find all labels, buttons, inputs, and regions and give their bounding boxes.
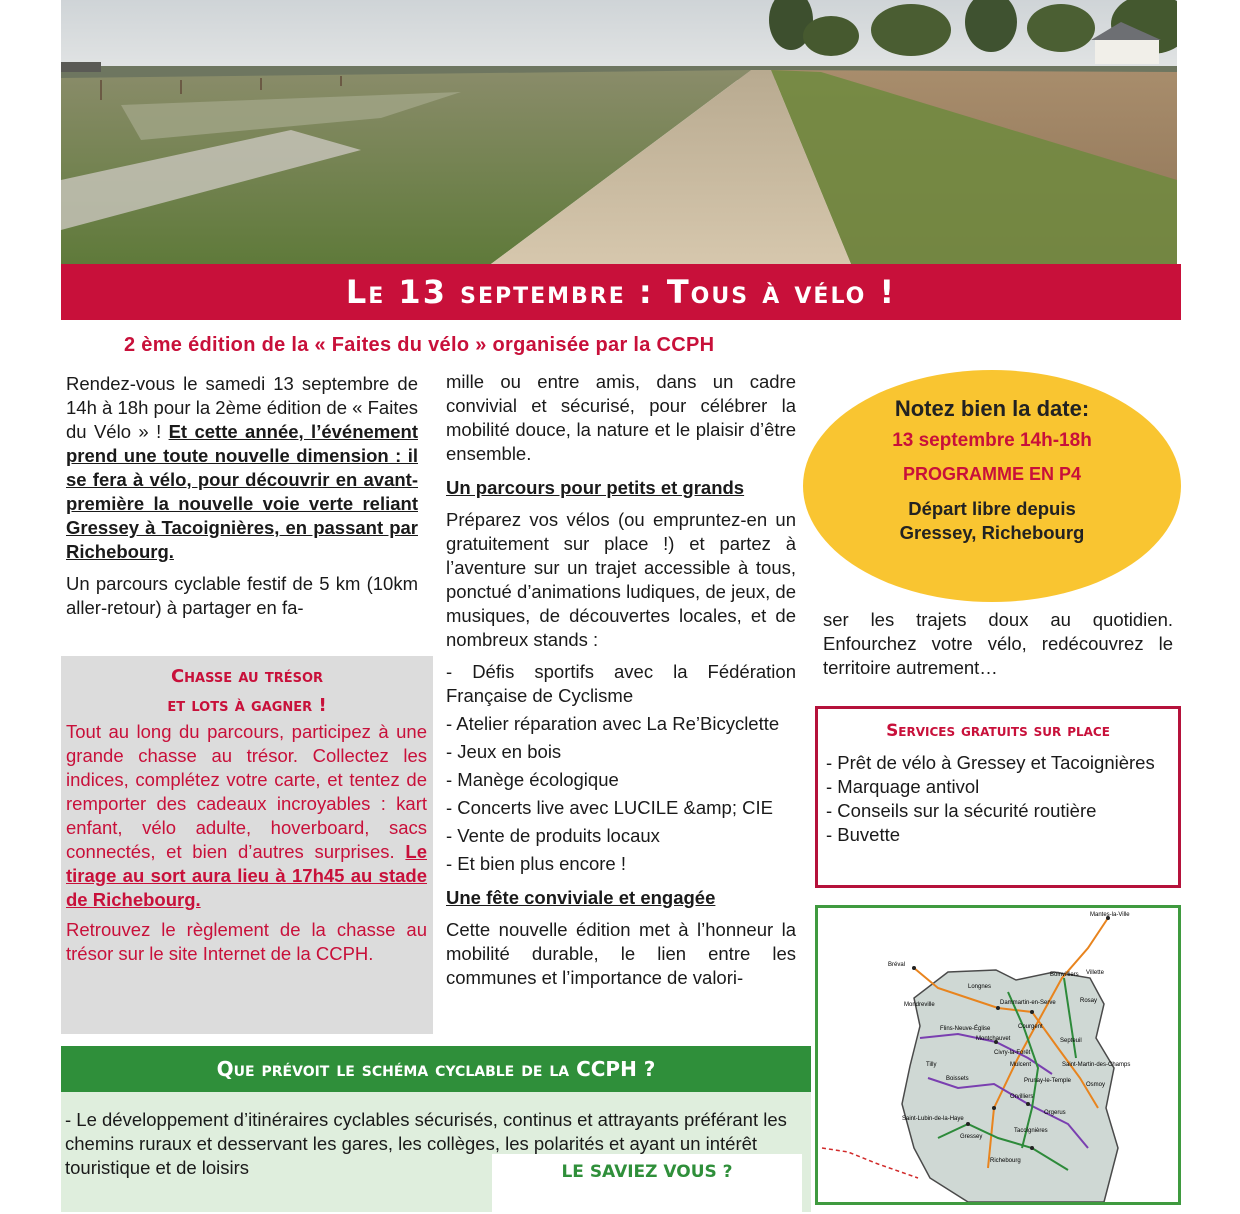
- map-label: Dammartin-en-Serve: [1000, 1000, 1056, 1006]
- map-label: Septeuil: [1060, 1038, 1082, 1044]
- map-label: Bréval: [888, 962, 906, 968]
- map-label: Flins-Neuve-Église: [940, 1026, 991, 1032]
- intro-highlight: Et cette année, l’événement prend une toute nouvelle dimension : il se fera à vélo, pour découvrir en avant-première la nouvelle voie verte reliant Gressey à Tacoignières, en passant par Richebourg.: [66, 421, 418, 562]
- services-list: [818, 741, 1178, 847]
- subtitle: 2 ème édition de la « Faites du vélo » organisée par la CCPH: [124, 334, 715, 356]
- map-label: Civry-la-Forêt: [994, 1050, 1031, 1056]
- list-item: - Vente de produits locaux: [446, 825, 660, 846]
- schema-text: - Le développement d’itinéraires cyclables sécurisés, continus et attrayants préférant les chemins ruraux et desservant les gares, les collèges, les polarités et ayant un intérêt touristique et de loisirs: [65, 1109, 787, 1178]
- map-label: Orvilliers: [1010, 1094, 1034, 1100]
- did-you-know-title: LE SAVIEZ VOUS ?: [561, 1162, 733, 1182]
- territory-map: [818, 908, 1178, 1202]
- map-label: Mulcent: [1010, 1062, 1032, 1068]
- map-label: Mantes-la-Ville: [1090, 912, 1130, 918]
- column-1: [66, 372, 418, 628]
- list-item: - Jeux en bois: [446, 741, 562, 762]
- greenway-photo: [61, 0, 1177, 264]
- map-label: Longnes: [968, 984, 992, 990]
- intro-text: Rendez-vous le samedi 13 septembre de 14h à 18h pour la 2ème édition de « Faites du Vélo » !: [66, 373, 418, 442]
- hero-photo: [61, 0, 1177, 264]
- map-label: Richebourg: [990, 1158, 1021, 1164]
- map-label: Villette: [1086, 970, 1104, 976]
- map-label: Orgerus: [1044, 1110, 1066, 1116]
- main-title-banner: Le 13 septembre : Tous à vélo !: [61, 264, 1181, 320]
- map-label: Boinvilliers: [1050, 972, 1079, 978]
- column-3: [823, 608, 1173, 688]
- map-label: Rosay: [1080, 998, 1098, 1004]
- treasure-title: [61, 662, 433, 720]
- list-item: - Manège écologique: [446, 769, 619, 790]
- map-label: Osmoy: [1086, 1082, 1106, 1088]
- list-item: - Prêt de vélo à Gressey et Tacoignières: [826, 752, 1155, 773]
- free-services-box: [815, 706, 1181, 888]
- col2-paragraph-3: Cette nouvelle édition met à l’honneur la mobilité durable, le lien entre les communes et l’importance de valori-: [446, 919, 796, 988]
- treasure-rules: Retrouvez le règlement de la chasse au trésor sur le site Internet de la CCPH.: [66, 919, 427, 964]
- list-item: - Buvette: [826, 824, 901, 845]
- map-label: Mondreville: [904, 1002, 935, 1008]
- treasure-draw-info: Le tirage au sort aura lieu à 17h45 au stade de Richebourg.: [66, 841, 427, 910]
- treasure-title-line1: Chasse au trésor: [170, 666, 324, 687]
- map-label: Tilly: [926, 1062, 937, 1068]
- cycling-map: [815, 905, 1181, 1205]
- intro-paragraph: [66, 372, 418, 564]
- column-2: [446, 370, 796, 998]
- date-callout-date: 13 septembre 14h-18h: [892, 430, 1092, 451]
- date-callout-departure: [803, 497, 1181, 545]
- heading-parcours: Un parcours pour petits et grands: [446, 477, 745, 498]
- list-item: - Et bien plus encore !: [446, 853, 626, 874]
- col3-paragraph: ser les trajets doux au quotidien. Enfourchez votre vélo, redécouvrez le territoire autrement…: [823, 609, 1173, 678]
- treasure-title-line2: et lots à gagner !: [167, 695, 327, 716]
- col2-paragraph-2: Préparez vos vélos (ou empruntez-en un gratuitement sur place !) et partez à l’aventure sur un trajet accessible à tous, ponctué d’animations ludiques, de jeux, de musiques, de découvertes locales, et de nombreux stands :: [446, 509, 796, 650]
- heading-fete: Une fête conviviale et engagée: [446, 887, 716, 908]
- schema-title-bar: Que prévoit le schéma cyclable de la CCPH ?: [61, 1046, 811, 1092]
- map-label: Prunay-le-Temple: [1024, 1078, 1072, 1084]
- map-label: Tacoignières: [1014, 1128, 1048, 1134]
- map-label: Montchauvet: [976, 1036, 1011, 1042]
- departure-line-1: Départ libre depuis: [908, 498, 1076, 519]
- list-item: - Atelier réparation avec La Re’Bicyclette: [446, 713, 780, 734]
- date-callout-circle: [803, 370, 1181, 602]
- map-label: Saint-Lubin-de-la-Haye: [902, 1116, 964, 1122]
- treasure-body: [61, 720, 433, 966]
- did-you-know-box: [492, 1154, 802, 1214]
- col2-paragraph-1: mille ou entre amis, dans un cadre convivial et sécurisé, pour célébrer la mobilité douce, la nature et le plaisir d’être ensemble.: [446, 371, 796, 464]
- services-title: Services gratuits sur place: [886, 721, 1110, 741]
- map-label: Gressey: [960, 1134, 983, 1140]
- map-label: Courgent: [1018, 1024, 1043, 1030]
- list-item: - Marquage antivol: [826, 776, 980, 797]
- route-paragraph: Un parcours cyclable festif de 5 km (10km aller-retour) à partager en fa-: [66, 573, 418, 618]
- treasure-hunt-box: [61, 656, 433, 1034]
- map-label: Saint-Martin-des-Champs: [1062, 1062, 1131, 1068]
- map-label: Boissets: [946, 1076, 969, 1082]
- list-item: - Concerts live avec LUCILE &amp; CIE: [446, 797, 773, 818]
- activity-list: [446, 660, 796, 876]
- departure-line-2: Gressey, Richebourg: [899, 522, 1085, 543]
- list-item: - Défis sportifs avec la Fédération Française de Cyclisme: [446, 661, 796, 706]
- treasure-text: Tout au long du parcours, participez à une grande chasse au trésor. Collectez les indices, complétez votre carte, et tentez de remporter des cadeaux incroyables : kart enfant, vélo adulte, hoverboard, sacs connectés, et bien d’autres surprises.: [66, 721, 427, 862]
- list-item: - Conseils sur la sécurité routière: [826, 800, 1097, 821]
- date-callout-heading: Notez bien la date:: [894, 396, 1090, 421]
- date-callout-programme: PROGRAMME EN P4: [902, 464, 1082, 484]
